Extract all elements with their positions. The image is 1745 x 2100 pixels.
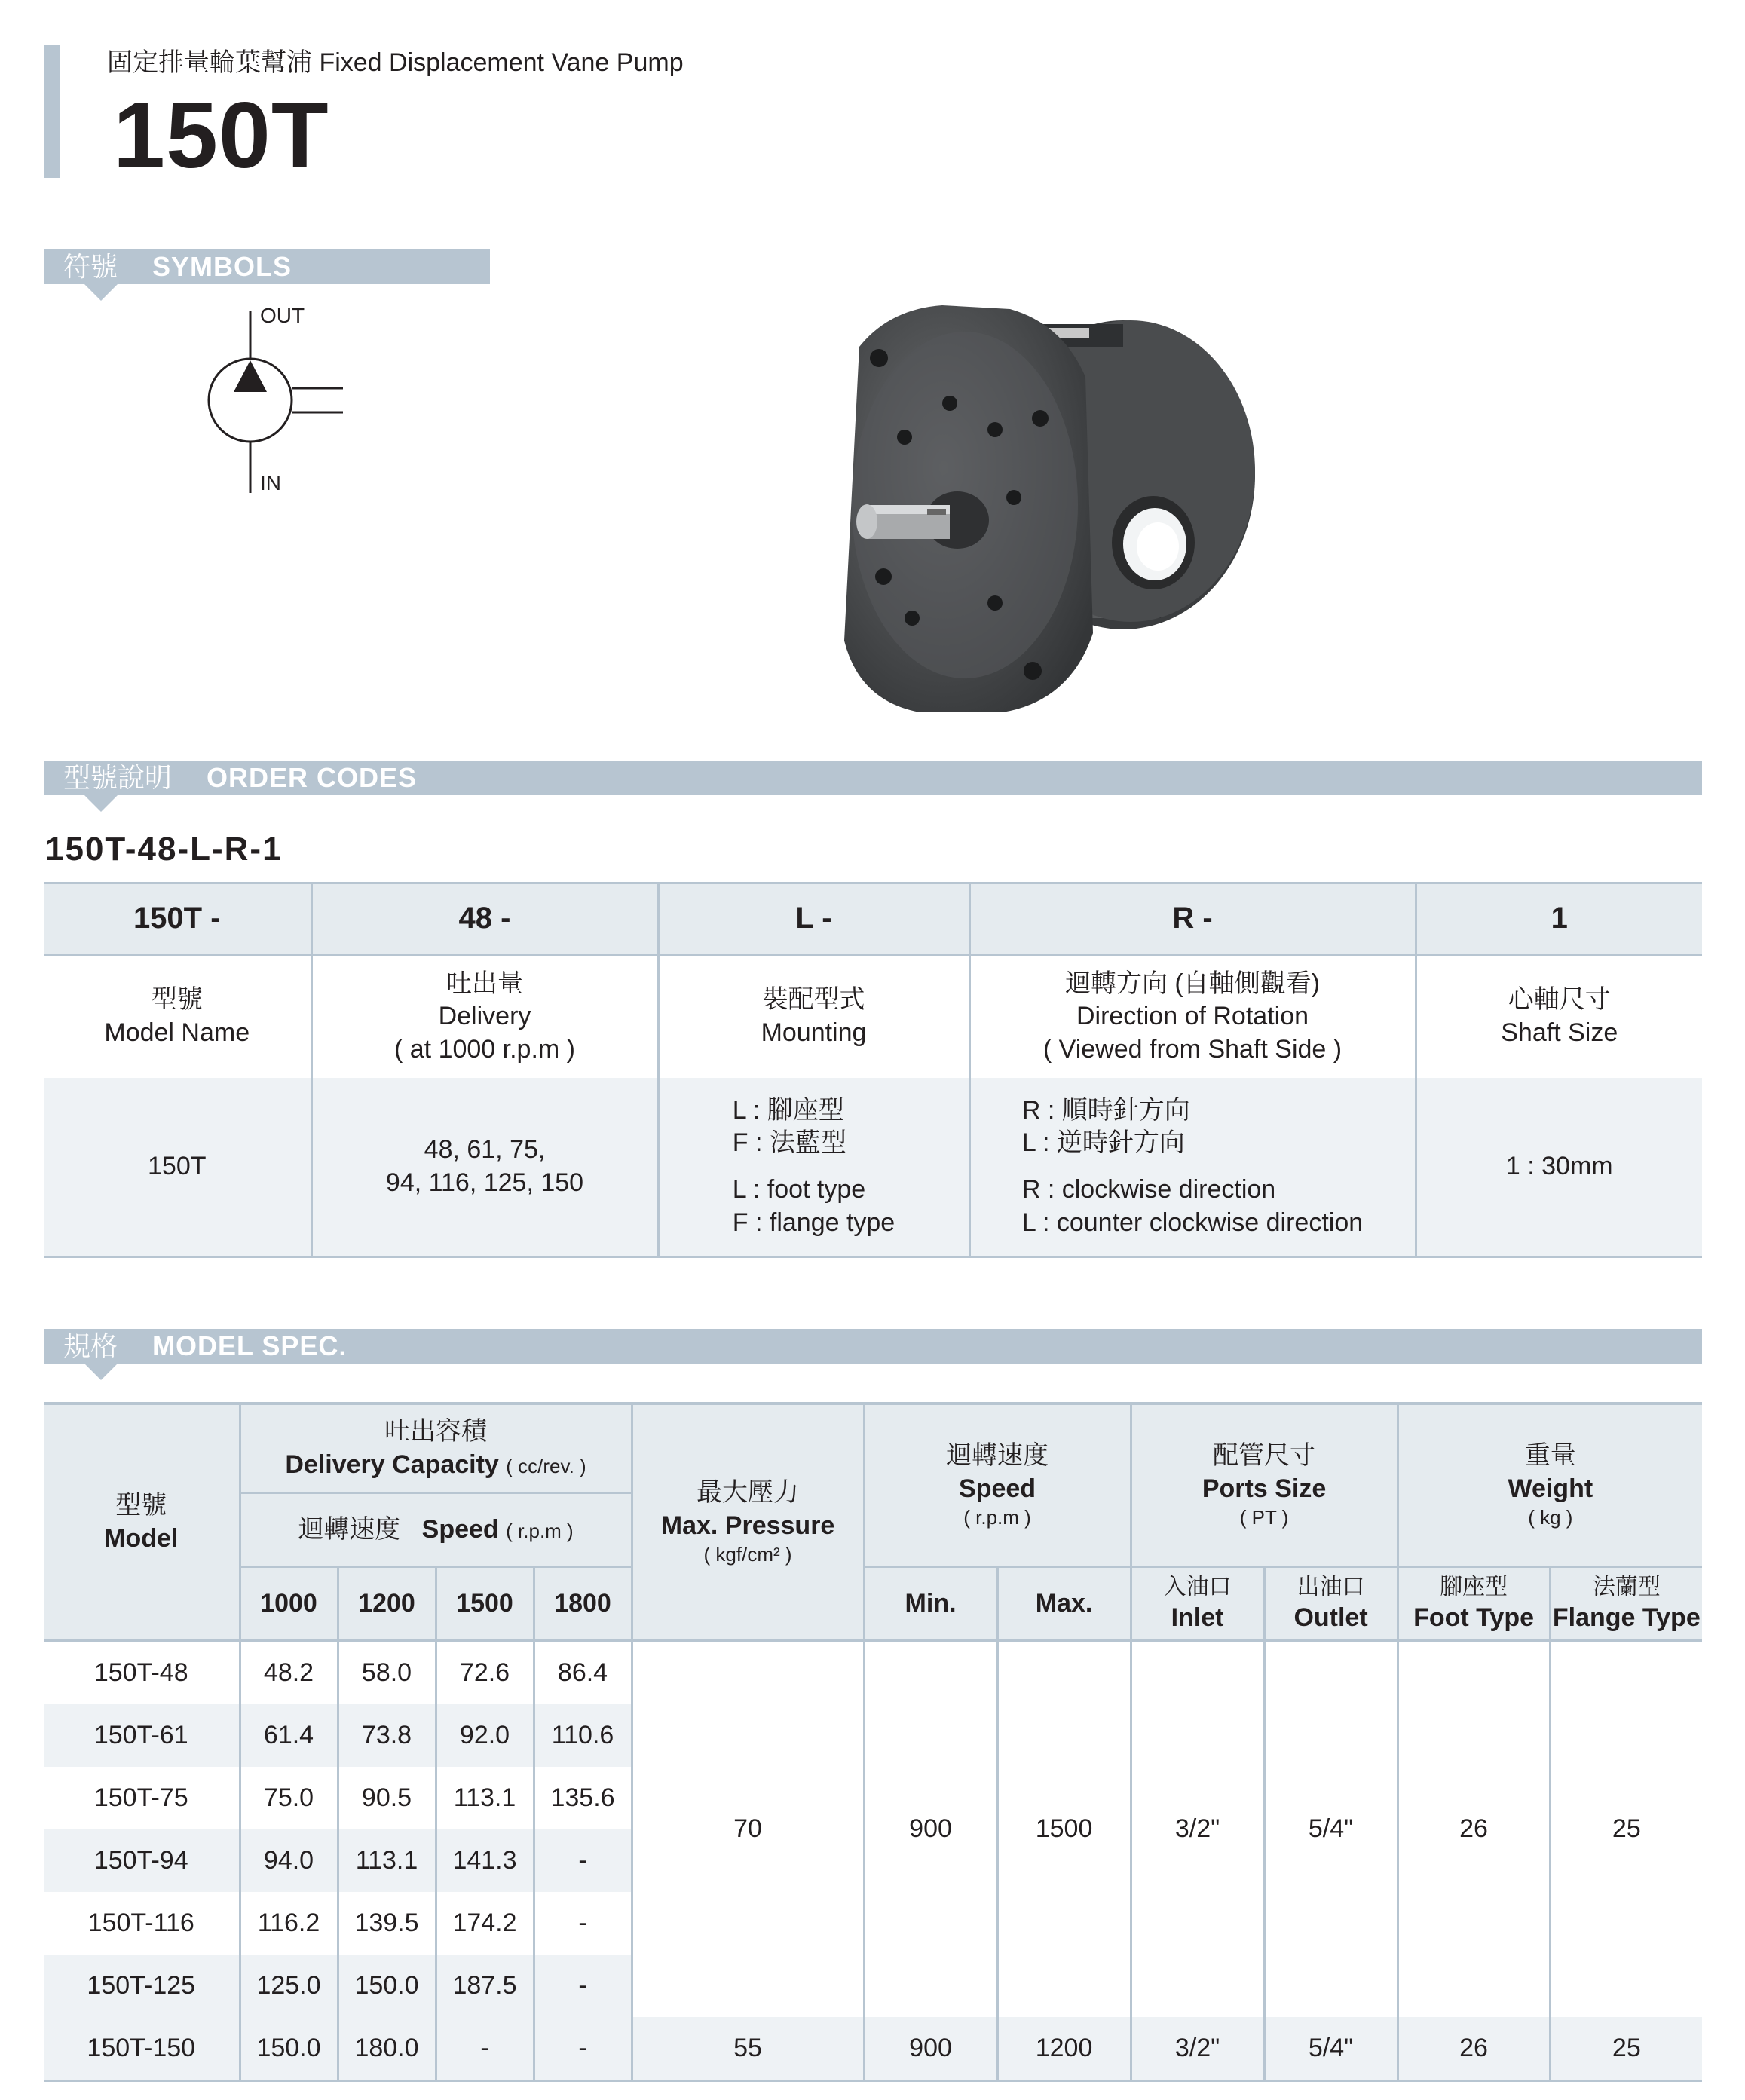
section-label-en: ORDER CODES bbox=[207, 762, 418, 793]
table-cell: 187.5 bbox=[436, 1955, 534, 2017]
section-pointer bbox=[84, 284, 118, 301]
table-cell: 180.0 bbox=[338, 2017, 436, 2081]
table-cell: 110.6 bbox=[534, 1704, 632, 1767]
header-outlet: 出油口 Outlet bbox=[1264, 1567, 1398, 1641]
header-weight: 重量 Weight ( kg ) bbox=[1398, 1404, 1702, 1567]
table-cell: 3/2" bbox=[1131, 2017, 1264, 2081]
desc-model: 型號 Model Name bbox=[44, 955, 311, 1079]
table-cell: 55 bbox=[632, 2017, 864, 2081]
table-cell: 174.2 bbox=[436, 1892, 534, 1955]
code-part-delivery: 48 - bbox=[311, 883, 658, 955]
table-cell: 150.0 bbox=[338, 1955, 436, 2017]
header-speed-subheading: 迴轉速度 Speed ( r.p.m ) bbox=[240, 1493, 632, 1567]
table-cell: 75.0 bbox=[240, 1767, 338, 1829]
section-pointer bbox=[84, 1364, 118, 1380]
group-inlet: 3/2" bbox=[1131, 1641, 1264, 2018]
section-header-symbols bbox=[44, 249, 490, 284]
desc-mounting: 裝配型式 Mounting bbox=[658, 955, 969, 1079]
table-cell: - bbox=[534, 1829, 632, 1892]
value-model: 150T bbox=[44, 1078, 311, 1257]
section-label-cn: 規格 bbox=[63, 1330, 118, 1361]
group-foot-weight: 26 bbox=[1398, 1641, 1550, 2018]
header-inlet: 入油口 Inlet bbox=[1131, 1567, 1264, 1641]
table-row-model: 150T-125 bbox=[44, 1955, 240, 2017]
table-cell: 26 bbox=[1398, 2017, 1550, 2081]
group-outlet: 5/4" bbox=[1264, 1641, 1398, 2018]
table-cell: 48.2 bbox=[240, 1641, 338, 1705]
header-model: 型號 Model bbox=[44, 1404, 240, 1641]
header-flange-type: 法蘭型 Flange Type bbox=[1550, 1567, 1702, 1641]
code-part-model: 150T - bbox=[44, 883, 311, 955]
table-cell: - bbox=[436, 2017, 534, 2081]
group-speed-min: 900 bbox=[864, 1641, 997, 2018]
desc-shaft: 心軸尺寸 Shaft Size bbox=[1416, 955, 1702, 1079]
header-rpm-1200: 1200 bbox=[338, 1567, 436, 1641]
section-label-cn: 符號 bbox=[63, 251, 118, 282]
table-cell: - bbox=[534, 1892, 632, 1955]
table-cell: 72.6 bbox=[436, 1641, 534, 1705]
table-cell: - bbox=[534, 2017, 632, 2081]
page-title: 150T bbox=[113, 84, 329, 188]
table-row-model: 150T-94 bbox=[44, 1829, 240, 1892]
desc-delivery: 吐出量 Delivery ( at 1000 r.p.m ) bbox=[311, 955, 658, 1079]
table-cell: 150.0 bbox=[240, 2017, 338, 2081]
value-delivery: 48, 61, 75, 94, 116, 125, 150 bbox=[311, 1078, 658, 1257]
header-speed-min: Min. bbox=[864, 1567, 997, 1641]
code-part-shaft: 1 bbox=[1416, 883, 1702, 955]
table-cell: 141.3 bbox=[436, 1829, 534, 1892]
table-cell: 73.8 bbox=[338, 1704, 436, 1767]
section-label-en: SYMBOLS bbox=[152, 251, 292, 282]
section-pointer bbox=[84, 795, 118, 812]
header-rpm-1800: 1800 bbox=[534, 1567, 632, 1641]
table-cell: 1200 bbox=[997, 2017, 1131, 2081]
group-max-pressure: 70 bbox=[632, 1641, 864, 2018]
section-header-order-codes bbox=[44, 761, 1702, 795]
symbol-out-label: OUT bbox=[260, 304, 305, 327]
product-subtitle: 固定排量輪葉幫浦 Fixed Displacement Vane Pump bbox=[107, 48, 684, 77]
group-flange-weight: 25 bbox=[1550, 1641, 1702, 2018]
header-max-pressure: 最大壓力 Max. Pressure ( kgf/cm² ) bbox=[632, 1404, 864, 1641]
code-part-rotation: R - bbox=[969, 883, 1416, 955]
table-cell: 25 bbox=[1550, 2017, 1702, 2081]
table-cell: - bbox=[534, 1955, 632, 2017]
table-cell: 61.4 bbox=[240, 1704, 338, 1767]
table-cell: 113.1 bbox=[436, 1767, 534, 1829]
header-rpm-1500: 1500 bbox=[436, 1567, 534, 1641]
value-rotation: R : 順時針方向 L : 逆時針方向 R : clockwise direction L : counter clockwise direction bbox=[969, 1078, 1416, 1257]
table-cell: 58.0 bbox=[338, 1641, 436, 1705]
header-speed: 迴轉速度 Speed ( r.p.m ) bbox=[864, 1404, 1131, 1567]
table-cell: 135.6 bbox=[534, 1767, 632, 1829]
group-speed-max: 1500 bbox=[997, 1641, 1131, 2018]
table-cell: 900 bbox=[864, 2017, 997, 2081]
table-cell: 125.0 bbox=[240, 1955, 338, 2017]
table-row-model: 150T-116 bbox=[87, 1908, 194, 1937]
table-row-model: 150T-61 bbox=[44, 1704, 240, 1767]
table-cell: 92.0 bbox=[436, 1704, 534, 1767]
order-code-example: 150T-48-L-R-1 bbox=[45, 831, 283, 868]
header-delivery-capacity: 吐出容積 Delivery Capacity ( cc/rev. ) bbox=[240, 1404, 632, 1493]
value-shaft: 1 : 30mm bbox=[1416, 1078, 1702, 1257]
section-label-en: MODEL SPEC. bbox=[152, 1330, 347, 1361]
table-cell: 5/4" bbox=[1264, 2017, 1398, 2081]
table-cell: 94.0 bbox=[240, 1829, 338, 1892]
header-rpm-1000: 1000 bbox=[240, 1567, 338, 1641]
model-spec-table bbox=[44, 1402, 1702, 2082]
desc-rotation: 迴轉方向 (自軸側觀看) Direction of Rotation ( Viewed from Shaft Side ) bbox=[969, 955, 1416, 1079]
code-part-mounting: L - bbox=[658, 883, 969, 955]
section-label-cn: 型號說明 bbox=[63, 762, 173, 793]
table-cell: 113.1 bbox=[338, 1829, 436, 1892]
table-cell: 139.5 bbox=[338, 1892, 436, 1955]
symbol-in-label: IN bbox=[260, 471, 281, 494]
table-cell: 116.2 bbox=[240, 1892, 338, 1955]
title-accent-bar bbox=[44, 45, 60, 178]
header-ports-size: 配管尺寸 Ports Size ( PT ) bbox=[1131, 1404, 1398, 1567]
table-cell: 86.4 bbox=[534, 1641, 632, 1705]
table-row-model: 150T-150 bbox=[44, 2017, 240, 2081]
table-row-model: 150T-75 bbox=[93, 1783, 188, 1812]
header-foot-type: 腳座型 Foot Type bbox=[1398, 1567, 1550, 1641]
value-mounting: L : 腳座型 F : 法藍型 L : foot type F : flange type bbox=[658, 1078, 969, 1257]
section-header-model-spec bbox=[44, 1329, 1702, 1364]
order-codes-table bbox=[44, 882, 1702, 1258]
table-row-model: 150T-48 bbox=[93, 1658, 188, 1687]
header-speed-max: Max. bbox=[997, 1567, 1131, 1641]
table-cell: 90.5 bbox=[338, 1767, 436, 1829]
vane-pump-product-image bbox=[814, 279, 1297, 724]
